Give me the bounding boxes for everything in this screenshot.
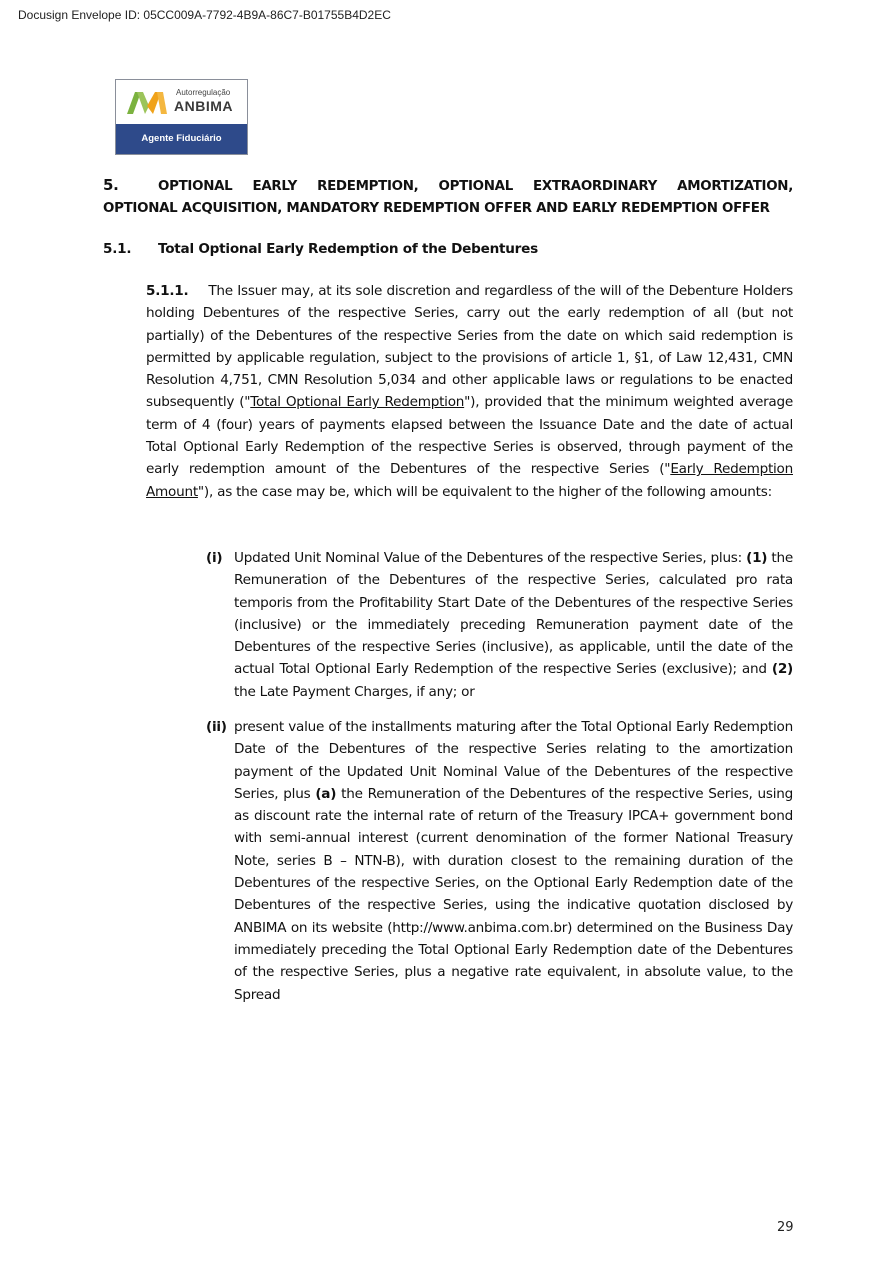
clause-text-1: The Issuer may, at its sole discretion and regardless of the will of the Debenture Holders holding Debentures of the respective Series, carry out the early redemption of all (but not partially) of the Debentures of the respective Series from the date on which said redemption is permitted by applicable regulation, subject to the provisions of article 1, §1, of Law 12,431, CMN Resolution 4,751, CMN Resolution 5,034 and other applicable laws or regulations to be enacted subsequently (" — [146, 283, 793, 411]
list-item — [206, 547, 793, 703]
list-item-text: the Remuneration of the Debentures of the respective Series, calculated pro rata temporis from the Profitability Start Date of the Debentures of the respective Series (inclusive) or the immediately preceding Remuneration payment date of the Debentures of the respective Series (inclusive), as applicable, until the date of the actual Total Optional Early Redemption of the respective Series (exclusive); and — [234, 550, 793, 678]
list-item-text: the Late Payment Charges, if any; or — [234, 683, 475, 700]
list-item-body — [234, 547, 793, 703]
list-item-marker: (1) — [746, 550, 768, 566]
section-title: OPTIONAL EARLY REDEMPTION, OPTIONAL EXTRAORDINARY AMORTIZATION, OPTIONAL ACQUISITION, MANDATORY REDEMPTION OFFER AND EARLY REDEMPTION OFFER — [103, 179, 793, 217]
clause-defined-term-1: Total Optional Early Redemption — [250, 394, 465, 411]
list-item-marker: (a) — [315, 785, 337, 802]
logo-top — [116, 80, 247, 124]
list-item-text: the Remuneration of the Debentures of the respective Series, using as discount rate the internal rate of return of the Treasury IPCA+ government bond with semi-annual interest (current denomination of the former National Treasury Note, series B – NTN-B), with duration closest to the remaining duration of the Debentures of the respective Series, on the Optional Early Redemption date of the Debentures of the respective Series, using the indicative quotation disclosed by ANBIMA on its website (http://www.anbima.com.br) determined on the Business Day immediately preceding the Total Optional Early Redemption date of the Debentures of the respective Series, plus a negative rate equivalent, in absolute value, to the Spread — [234, 785, 794, 1003]
logo-small-text: Autorregulação — [176, 88, 231, 97]
page-number: 29 — [777, 1220, 794, 1235]
clause-paragraph — [146, 280, 793, 503]
anbima-mark-icon — [125, 88, 169, 116]
section-number: 5. — [103, 176, 119, 194]
list-item-text: Updated Unit Nominal Value of the Debentures of the respective Series, plus: — [234, 550, 747, 566]
list-item-marker: (2) — [771, 661, 793, 678]
logo-band-text: Agente Fiduciário — [116, 124, 247, 154]
section-heading — [103, 174, 793, 221]
subsection-heading — [103, 238, 793, 260]
subsection-title: Total Optional Early Redemption of the Debentures — [158, 241, 538, 257]
subsection-number: 5.1. — [103, 241, 132, 257]
list-item — [206, 716, 793, 1006]
list-item-label: (i) — [206, 550, 223, 566]
clause-text-2: "), provided that the minimum weighted average term of 4 (four) years of payments elapsed between the Issuance Date and the date of actual Total Optional Early Redemption of the respective Series is observed, through payment of the early redemption amount of the Debentures of the respective Series (" — [146, 394, 793, 478]
list-item-body — [234, 716, 793, 1006]
logo-brand-text: ANBIMA — [174, 98, 233, 114]
clause-text-3: "), as the case may be, which will be equivalent to the higher of the following amounts: — [197, 483, 772, 500]
clause-defined-term-2: Early Redemption Amount — [146, 461, 793, 500]
clause-number: 5.1.1. — [146, 283, 189, 299]
list-item-text: present value of the installments maturing after the Total Optional Early Redemption Date of the Debentures of the respective Series relating to the amortization payment of the Updated Unit Nominal Value of the Debentures of the respective Series, plus — [234, 719, 793, 802]
envelope-id: Docusign Envelope ID: 05CC009A-7792-4B9A-86C7-B01755B4D2EC — [18, 8, 391, 22]
anbima-logo — [115, 79, 248, 155]
list-item-label: (ii) — [206, 719, 227, 735]
